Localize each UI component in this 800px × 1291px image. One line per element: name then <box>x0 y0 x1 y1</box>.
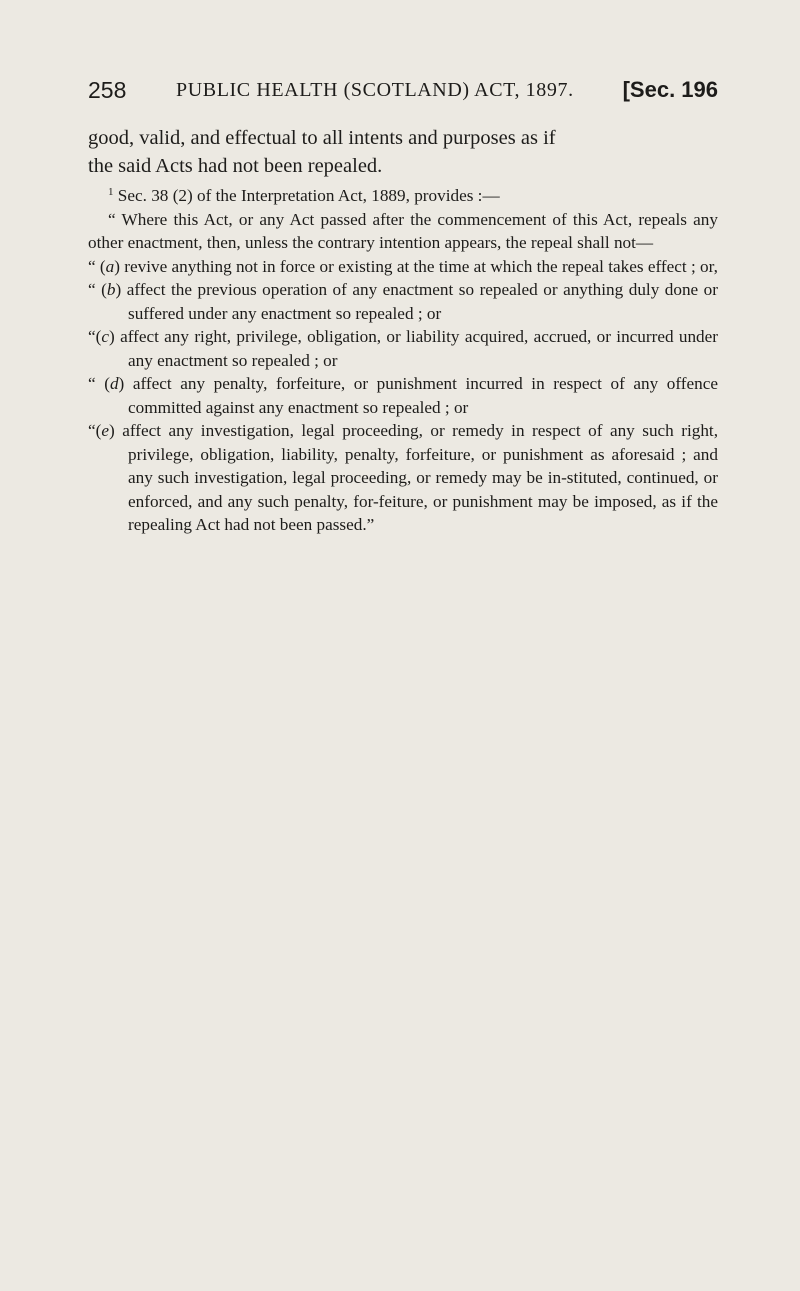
item-text: affect any right, privilege, obligation, or liability acquired, accrued, or incurred under any enactment so repealed ; or <box>120 327 719 370</box>
item-label: “ (a) <box>88 256 120 276</box>
item-label: “(e) <box>88 421 115 440</box>
section-reference: [Sec. 196 <box>622 77 718 102</box>
footnote-intro-text: Sec. 38 (2) of the Interpretation Act, 1889, provides :— <box>117 186 500 205</box>
footnote-quote-rest: this Act, repeals any other enactment, then, unless the contrary intention appears, the repeal shall not— <box>88 209 718 252</box>
footnote-item <box>88 419 718 537</box>
item-label: “ (d) <box>88 374 125 393</box>
main-text-line: good, valid, and effectual to all intents and purposes as if <box>88 127 556 149</box>
main-text-line: the said Acts had not been repealed. <box>88 155 383 177</box>
item-label: “(c) <box>88 327 115 346</box>
footnote-quote <box>88 208 718 255</box>
item-text: affect any penalty, forfeiture, or punishment incurred in respect of any offence committed against any enactment so repealed ; or <box>128 374 719 417</box>
item-label: “ (b) <box>88 280 122 299</box>
item-text: affect the previous operation of any enactment so repealed or anything duly done or suffered under any enactment so repealed ; or <box>126 280 718 323</box>
main-text <box>88 124 714 180</box>
running-title: PUBLIC HEALTH (SCOTLAND) ACT, 1897. <box>176 79 574 101</box>
footnote-marker: 1 <box>108 186 114 198</box>
footnote-item <box>88 255 718 279</box>
footnote-quote-first-line: “ Where this Act, or any Act passed after the commencement of <box>108 209 567 229</box>
page-number: 258 <box>88 77 127 103</box>
footnote-item <box>88 372 718 419</box>
footnote <box>88 184 718 537</box>
footnote-intro <box>88 184 718 208</box>
item-text: revive anything not in force or existing at the time at which the repeal takes effect ; or, <box>124 256 718 276</box>
footnote-item <box>88 325 718 372</box>
running-header <box>88 73 718 107</box>
item-text: affect any investigation, legal proceeding, or remedy in respect of any such right, privilege, obligation, liability, penalty, forfeiture, or punishment as aforesaid ; and any such investigation, legal proceeding, or remedy may be in-stituted, continued, or enforced, and any such penalty, for-feiture, or punishment may be imposed, as if the repealing Act had not been passed.” <box>122 421 718 534</box>
footnote-item <box>88 278 718 325</box>
